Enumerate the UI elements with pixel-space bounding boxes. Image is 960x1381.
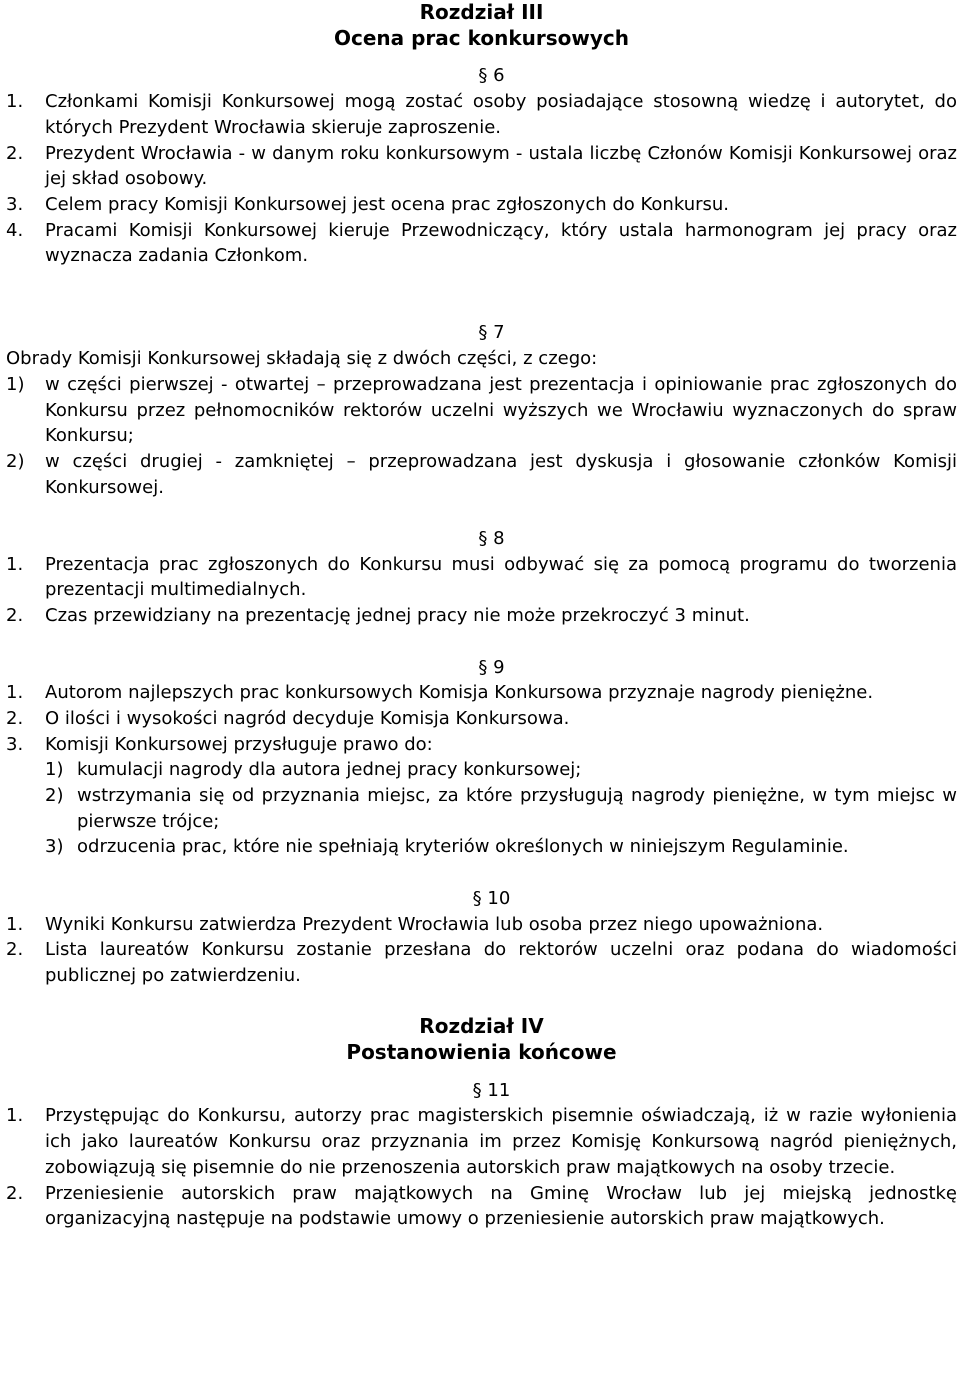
sub-list-item [45,757,957,783]
list-item [6,1103,957,1180]
list-item [6,706,957,732]
item-number: 2. [6,142,24,164]
item-text: Wyniki Konkursu zatwierdza Prezydent Wrocławia lub osoba przez niego upoważniona. [45,913,824,935]
item-text: Komisji Konkursowej przysługuje prawo do: [45,733,433,755]
item-text: Członkami Komisji Konkursowej mogą zostać osoby posiadające stosowną wiedzę i autorytet, do których Prezydent Wrocławia skieruje zaproszenie. [45,91,957,138]
section-number: § 6 [478,65,505,87]
subitem-number: 2) [45,785,64,807]
section-number: § 11 [472,1079,511,1101]
section-number: § 10 [472,887,511,909]
chapter-subheading: Postanowienia końcowe [346,1040,617,1065]
list-item [6,372,957,449]
item-number: 4. [6,219,24,241]
list-item [6,937,957,988]
item-text: O ilości i wysokości nagród decyduje Komisja Konkursowa. [45,707,570,729]
item-number: 3. [6,193,24,215]
item-text: Celem pracy Komisji Konkursowej jest ocena prac zgłoszonych do Konkursu. [45,193,730,215]
item-text: Przeniesienie autorskich praw majątkowych na Gminę Wrocław lub jej miejską jednostkę organizacyjną następuje na podstawie umowy o przeniesienie autorskich praw majątkowych. [45,1182,957,1230]
sub-list-item [45,834,957,860]
item-text: Przystępując do Konkursu, autorzy prac magisterskich pisemnie oświadczają, iż w razie wyłonienia ich jako laureatów Konkursu oraz przyznania im przez Komisję Konkursową nagród pieniężnych, zobowiązują się pisemnie do nie przenoszenia autorskich praw majątkowych na osoby trzecie. [45,1105,957,1178]
list-item [6,218,957,269]
item-number: 2. [6,605,24,627]
subitem-number: 3) [45,836,64,858]
item-text: Czas przewidziany na prezentację jednej pracy nie może przekroczyć 3 minut. [45,605,750,627]
item-number: 1. [6,91,24,113]
item-number: 3. [6,733,24,755]
list-item [6,1181,957,1232]
item-text: Lista laureatów Konkursu zostanie przesłana do rektorów uczelni oraz podana do wiadomości publicznej po zatwierdzeniu. [45,939,957,986]
item-number: 1) [6,373,25,395]
subitem-text: odrzucenia prac, które nie spełniają kryteriów określonych w niniejszym Regulaminie. [77,836,849,858]
item-text: w części pierwszej - otwartej – przeprowadzana jest prezentacja i opiniowanie prac zgłoszonych do Konkursu przez pełnomocników rektorów uczelni wyższych we Wrocławiu wyznaczonych do spraw Konkursu; [45,373,957,447]
list-item [6,680,957,706]
item-number: 1. [6,553,24,575]
chapter-subheading: Ocena prac konkursowych [333,25,629,50]
item-text: w części drugiej - zamkniętej – przeprowadzana jest dyskusja i głosowanie członków Komisji Konkursowej. [45,450,957,498]
item-text: Prezydent Wrocławia - w danym roku konkursowym - ustala liczbę Członów Komisji Konkursowej oraz jej skład osobowy. [45,142,957,190]
item-number: 1. [6,1105,24,1127]
list-item [6,192,957,218]
item-number: 2. [6,1182,24,1204]
item-text: Prezentacja prac zgłoszonych do Konkursu musi odbywać się za pomocą programu do tworzenia prezentacji multimedialnych. [45,553,957,601]
section-number: § 8 [478,528,505,550]
item-number: 1. [6,913,24,935]
list-item [6,552,957,603]
item-number: 2. [6,707,24,729]
item-number: 2) [6,450,25,472]
chapter-heading: Rozdział IV [419,1014,544,1039]
sub-list-item [45,783,957,834]
subitem-text: wstrzymania się od przyznania miejsc, za które przysługują nagrody pieniężne, w tym miejsc w pierwsze trójce; [77,785,957,832]
item-text: Autorom najlepszych prac konkursowych Komisja Konkursowa przyznaje nagrody pieniężne. [45,682,874,704]
list-item [6,449,957,500]
item-number: 2. [6,939,24,961]
list-item [6,603,957,629]
item-number: 1. [6,682,24,704]
list-item [6,141,957,192]
chapter-heading: Rozdział III [419,0,544,24]
list-item [6,732,957,758]
section-number: § 7 [478,322,505,344]
section-intro: Obrady Komisji Konkursowej składają się z dwóch części, z czego: [6,348,598,370]
item-text: Pracami Komisji Konkursowej kieruje Przewodniczący, który ustala harmonogram jej pracy oraz wyznacza zadania Członkom. [45,219,957,267]
list-item [6,89,957,140]
section-number: § 9 [478,656,505,678]
list-item [6,912,957,938]
subitem-number: 1) [45,759,64,781]
subitem-text: kumulacji nagrody dla autora jednej pracy konkursowej; [77,759,582,781]
